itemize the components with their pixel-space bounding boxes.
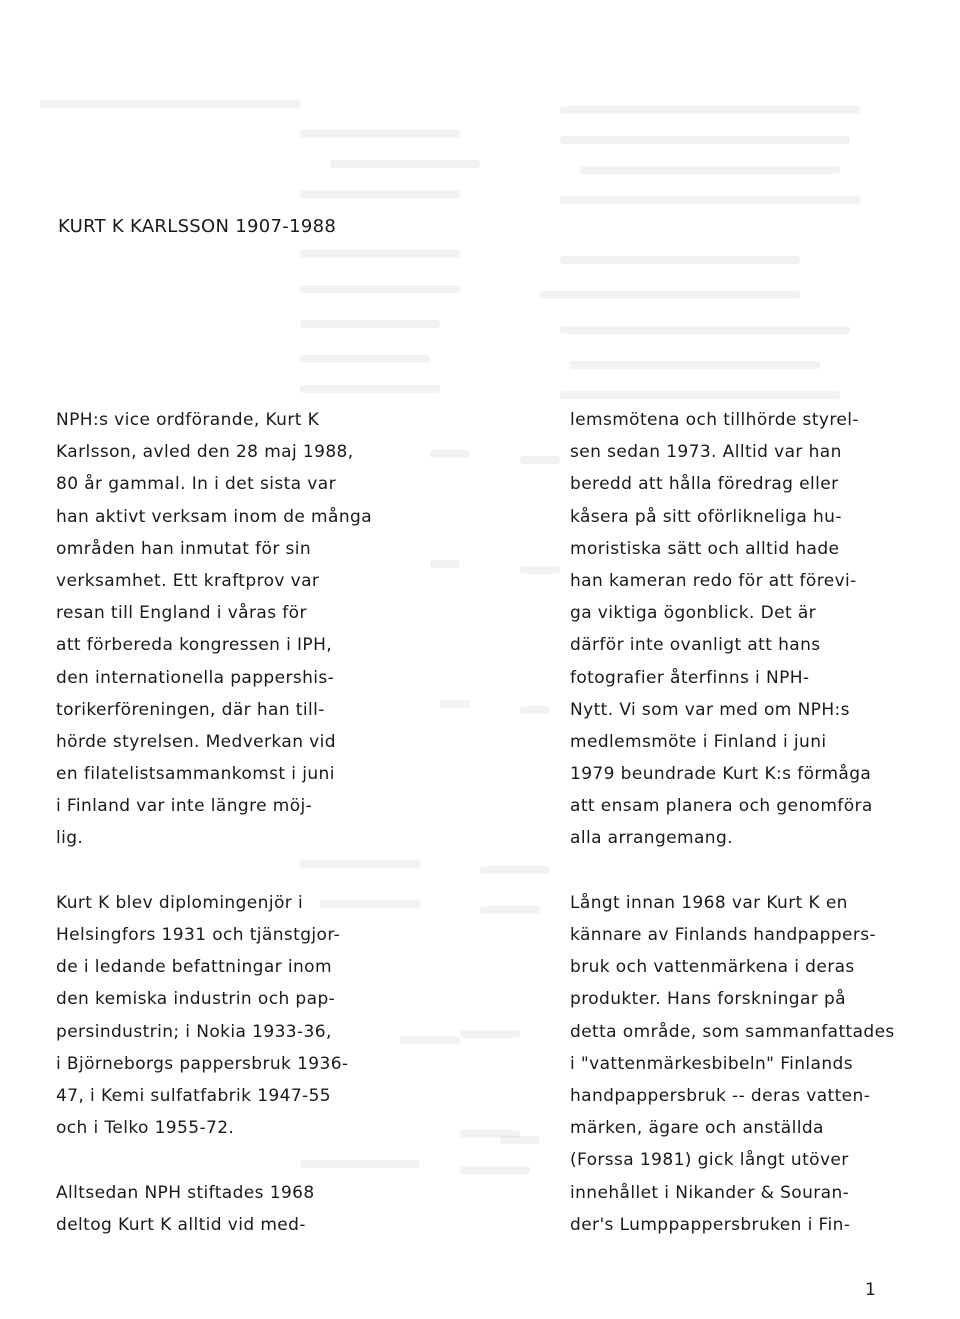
- text-line: deltog Kurt K alltid vid med-: [56, 1214, 306, 1235]
- paragraph-gap: [56, 1144, 456, 1176]
- text-line: torikerföreningen, där han till-: [56, 699, 325, 720]
- text-line: att ensam planera och genomföra: [570, 796, 873, 817]
- text-line: sen sedan 1973. Alltid var han: [570, 442, 842, 463]
- text-line: därför inte ovanligt att hans: [570, 635, 821, 656]
- text-line: lig.: [56, 828, 84, 849]
- text-line: fotografier återfinns i NPH-: [570, 667, 810, 688]
- text-line: hörde styrelsen. Medverkan vid: [56, 731, 336, 752]
- text-line: Nytt. Vi som var med om NPH:s: [570, 699, 850, 720]
- text-line: Kurt K blev diplomingenjör i: [56, 892, 304, 913]
- text-line: persindustrin; i Nokia 1933-36,: [56, 1021, 332, 1042]
- text-line: han aktivt verksam inom de många: [56, 506, 373, 527]
- text-line: NPH:s vice ordförande, Kurt K: [56, 410, 320, 430]
- text-line: der's Lumppappersbruken i Fin-: [570, 1214, 851, 1235]
- text-line: Helsingfors 1931 och tjänstgjor-: [56, 925, 341, 945]
- paragraph-gap: [56, 855, 456, 887]
- text-line: 1979 beundrade Kurt K:s förmåga: [570, 764, 872, 785]
- text-line: bruk och vattenmärkena i deras: [570, 957, 855, 978]
- text-line: 80 år gammal. In i det sista var: [56, 474, 336, 495]
- text-line: detta område, som sammanfattades: [570, 1021, 895, 1042]
- text-line: områden han inmutat för sin: [56, 538, 312, 559]
- text-line: ga viktiga ögonblick. Det är: [570, 603, 817, 624]
- article-title: KURT K KARLSSON 1907-1988: [58, 216, 337, 237]
- text-line: innehållet i Nikander & Souran-: [570, 1182, 850, 1203]
- text-line: den internationella pappershis-: [56, 667, 335, 688]
- text-line: alla arrangemang.: [570, 828, 733, 849]
- text-line: Alltsedan NPH stiftades 1968: [56, 1182, 315, 1203]
- text-line: resan till England i våras för: [56, 603, 307, 624]
- right-text-column: [570, 404, 950, 1241]
- text-line: de i ledande befattningar inom: [56, 957, 332, 978]
- paragraph-gap: [570, 855, 950, 887]
- text-line: verksamhet. Ett kraftprov var: [56, 570, 320, 591]
- text-line: lemsmötena och tillhörde styrel-: [570, 410, 859, 430]
- text-line: märken, ägare och anställda: [570, 1118, 824, 1139]
- text-line: en filatelistsammankomst i juni: [56, 764, 335, 785]
- page-number: 1: [865, 1280, 876, 1300]
- text-line: Karlsson, avled den 28 maj 1988,: [56, 442, 354, 463]
- text-line: moristiska sätt och alltid hade: [570, 538, 840, 559]
- text-line: kännare av Finlands handpappers-: [570, 925, 877, 945]
- text-line: och i Telko 1955-72.: [56, 1118, 235, 1139]
- text-line: i "vattenmärkesbibeln" Finlands: [570, 1053, 853, 1074]
- text-line: handpappersbruk -- deras vatten-: [570, 1085, 871, 1106]
- text-line: 47, i Kemi sulfatfabrik 1947-55: [56, 1085, 332, 1106]
- text-line: i Finland var inte längre möj-: [56, 796, 313, 817]
- text-line: medlemsmöte i Finland i juni: [570, 731, 827, 752]
- text-line: Långt innan 1968 var Kurt K en: [570, 892, 848, 913]
- text-line: i Björneborgs pappersbruk 1936-: [56, 1053, 349, 1074]
- text-line: den kemiska industrin och pap-: [56, 989, 336, 1010]
- text-line: produkter. Hans forskningar på: [570, 989, 846, 1010]
- text-line: beredd att hålla föredrag eller: [570, 474, 839, 495]
- text-line: (Forssa 1981) gick långt utöver: [570, 1150, 849, 1171]
- left-text-column: [56, 404, 456, 1241]
- text-line: han kameran redo för att förevi-: [570, 570, 857, 591]
- text-line: att förbereda kongressen i IPH,: [56, 635, 333, 656]
- text-line: kåsera på sitt oförlikneliga hu-: [570, 506, 842, 527]
